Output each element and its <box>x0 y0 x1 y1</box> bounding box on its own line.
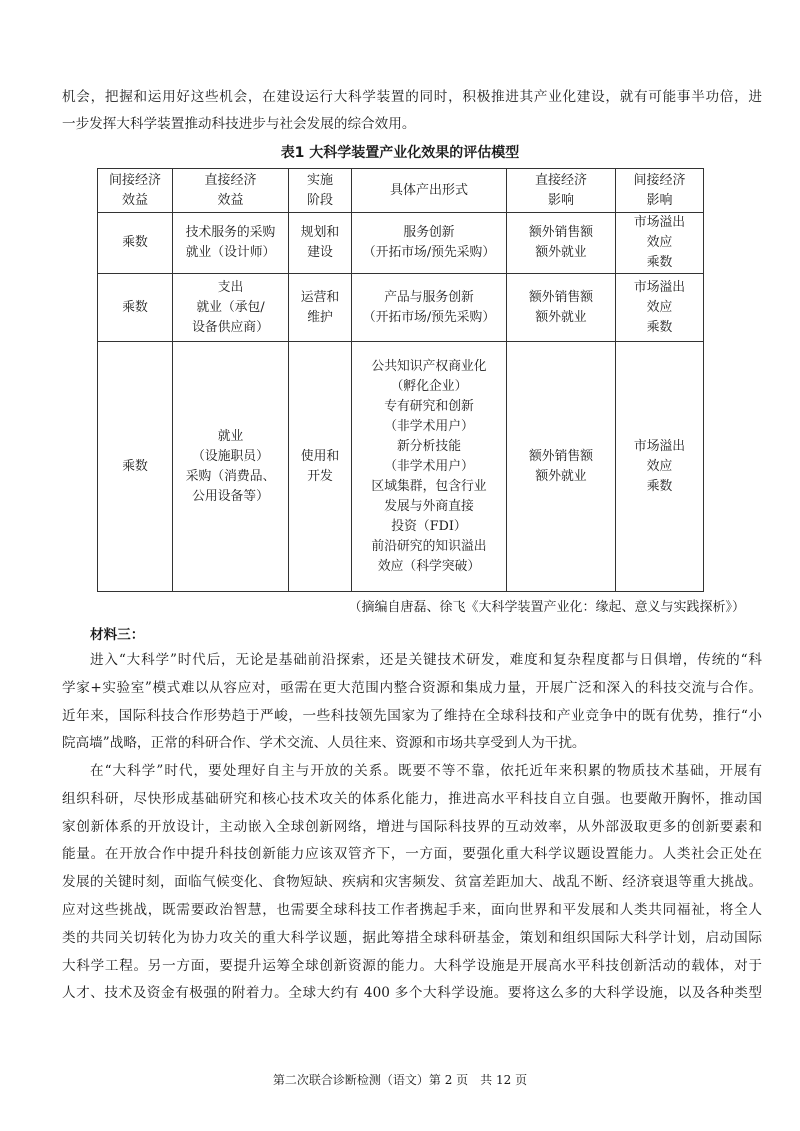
text-line: 进入“大科学”时代后，无论是基础前沿探索，还是关键技术研发，难度和复杂程度都与日俱增，传统的“科 <box>90 652 762 668</box>
cell-text: 间接经济 <box>633 172 686 188</box>
table-cell <box>98 342 173 592</box>
cell-text: 运营和 <box>300 289 340 305</box>
table-row <box>98 342 704 592</box>
cell-text: 效益 <box>217 192 244 208</box>
cell-text: 效应 <box>646 299 673 315</box>
text-line: 院高墙”战略，正常的科研合作、学术交流、人员往来、资源和市场共享受到人为干扰。 <box>62 735 586 752</box>
text-line: 能量。在开放合作中提升科技创新能力应该双管齐下，一方面，要强化重大科学议题设置能力。人类社会正处在 <box>62 846 762 863</box>
text-line: 一步发挥大科学装置推动科技进步与社会发展的综合效用。 <box>62 116 416 132</box>
cell-text: 发展与外商直接 <box>384 498 474 514</box>
table-cell <box>289 274 352 342</box>
table-cell <box>507 213 616 274</box>
table-cell <box>616 274 704 342</box>
material-heading: 材料三： <box>90 627 145 643</box>
page-footer: 第二次联合诊断检测（语文）第 2 页 共 12 页 <box>272 1073 528 1087</box>
cell-text: 就业（设计师） <box>185 245 276 260</box>
text-line: 家创新体系的开放设计，主动嵌入全球创新网络，增进与国际科技界的互动效率，从外部汲取更多的创新要素和 <box>62 818 762 835</box>
table-row <box>98 274 704 342</box>
table-cell <box>507 274 616 342</box>
table-cell <box>352 342 507 592</box>
header-cell <box>98 169 173 213</box>
text-line: 机会，把握和运用好这些机会，在建设运行大科学装置的同时，积极推进其产业化建设，就有可能事半功倍，进 <box>62 89 762 105</box>
cell-text: 规划和 <box>300 225 340 240</box>
cell-text: 间接经济 <box>108 172 161 188</box>
cell-text: 乘数 <box>646 319 673 335</box>
table-cell <box>289 342 352 592</box>
cell-text: （开拓市场/预先采购） <box>362 309 496 325</box>
cell-text: （非学术用户） <box>384 418 474 434</box>
cell-text: 具体产出形式 <box>389 182 468 198</box>
table-cell <box>616 342 704 592</box>
table-row <box>98 213 704 274</box>
text-line: 在“大科学”时代，要处理好自主与开放的关系。既要不等不靠，依托近年来积累的物质技术基础，开展有 <box>90 763 762 779</box>
header-cell <box>616 169 704 213</box>
cell-text: （开拓市场/预先采购） <box>362 245 496 260</box>
text-line: 发展的关键时刻，面临气候变化、食物短缺、疾病和灾害频发、贫富差距加大、战乱不断、经济衰退等重大挑战。 <box>62 874 762 891</box>
table-cell <box>173 274 289 342</box>
cell-text: 乘数 <box>646 255 673 270</box>
cell-text: （设施职员） <box>192 448 269 464</box>
cell-text: 效益 <box>121 192 148 208</box>
header-cell <box>507 169 616 213</box>
evaluation-model-table <box>97 168 704 592</box>
cell-text: 额外销售额 <box>529 448 593 464</box>
table-cell <box>352 274 507 342</box>
table-header-row <box>98 169 704 213</box>
table-cell <box>173 213 289 274</box>
cell-text: 设备供应商） <box>192 319 269 335</box>
cell-text: 采购（消费品、 <box>185 468 276 484</box>
table-cell <box>352 213 507 274</box>
cell-text: 投资（FDI） <box>391 518 467 534</box>
cell-text: 直接经济 <box>204 172 257 188</box>
cell-text: 乘数 <box>122 458 148 474</box>
cell-text: 额外就业 <box>535 309 587 325</box>
cell-text: 影响 <box>646 192 673 208</box>
cell-text: 额外销售额 <box>529 289 593 305</box>
cell-text: 产品与服务创新 <box>384 289 474 305</box>
cell-text: 支出 <box>217 279 244 295</box>
table-cell <box>98 274 173 342</box>
cell-text: 乘数 <box>122 299 148 315</box>
text-line: 应对这些挑战，既需要政治智慧，也需要全球科技工作者携起手来，面向世界和平发展和人类共同福祉，将全人 <box>62 902 762 918</box>
cell-text: 技术服务的采购 <box>185 225 276 240</box>
text-line: 近年来，国际科技合作形势趋于严峻，一些科技领先国家为了维持在全球科技和产业竞争中的既有优势，推行“小 <box>62 707 762 724</box>
cell-text: 区域集群，包含行业 <box>371 478 487 494</box>
cell-text: 效应 <box>646 235 673 250</box>
cell-text: 乘数 <box>122 235 148 250</box>
text-line: 大科学工程。另一方面，要提升运筹全球创新资源的能力。大科学设施是开展高水平科技创新活动的载体，对于 <box>62 957 762 974</box>
table-cell <box>98 213 173 274</box>
cell-text: 开发 <box>307 468 333 484</box>
table-cell <box>289 213 352 274</box>
table-source: （摘编自唐磊、徐飞《大科学装置产业化：缘起、意义与实践探析》） <box>348 600 745 615</box>
cell-text: 直接经济 <box>534 172 587 188</box>
cell-text: 就业 <box>217 428 244 444</box>
cell-text: 前沿研究的知识溢出 <box>371 538 487 554</box>
cell-text: （非学术用户） <box>384 458 474 474</box>
table-cell <box>507 342 616 592</box>
cell-text: （孵化企业） <box>390 378 468 394</box>
table-title: 表1 大科学装置产业化效果的评估模型 <box>280 145 520 161</box>
text-line: 组织科研，尽快形成基础研究和核心技术攻关的体系化能力，推进高水平科技自立自强。也要敞开胸怀，推动国 <box>62 790 762 807</box>
cell-text: 专有研究和创新 <box>384 398 474 414</box>
cell-text: 额外就业 <box>535 468 587 484</box>
header-cell <box>173 169 289 213</box>
cell-text: 服务创新 <box>403 225 455 240</box>
cell-text: 影响 <box>547 192 574 208</box>
cell-text: 市场溢出 <box>633 215 686 230</box>
cell-text: 公用设备等） <box>192 488 269 504</box>
cell-text: 乘数 <box>646 478 673 494</box>
cell-text: 实施 <box>306 172 333 188</box>
cell-text: 使用和 <box>300 448 340 464</box>
cell-text: 新分析技能 <box>397 438 461 454</box>
cell-text: 就业（承包/ <box>196 299 265 315</box>
cell-text: 公共知识产权商业化 <box>371 358 487 374</box>
cell-text: 额外就业 <box>535 245 587 260</box>
cell-text: 市场溢出 <box>633 438 686 454</box>
cell-text: 效应（科学突破） <box>377 558 481 574</box>
header-cell <box>352 169 507 213</box>
table-cell <box>616 213 704 274</box>
cell-text: 效应 <box>646 458 673 474</box>
text-line: 类的共同关切转化为协力攻关的重大科学议题，据此筹措全球科研基金，策划和组织国际大科学计划，启动国际 <box>62 929 762 946</box>
text-line: 人才、技术及资金有极强的附着力。全球大约有 400 多个大科学设施。要将这么多的大科学设施，以及各种类型 <box>62 985 762 1002</box>
table-cell <box>173 342 289 592</box>
cell-text: 额外销售额 <box>529 225 593 240</box>
cell-text: 建设 <box>307 245 333 260</box>
cell-text: 维护 <box>307 309 333 325</box>
text-line: 学家+实验室”模式难以从容应对，亟需在更大范围内整合资源和集成力量，开展广泛和深入的科技交流与合作。 <box>62 679 762 696</box>
cell-text: 阶段 <box>306 192 333 208</box>
header-cell <box>289 169 352 213</box>
cell-text: 市场溢出 <box>633 279 686 295</box>
